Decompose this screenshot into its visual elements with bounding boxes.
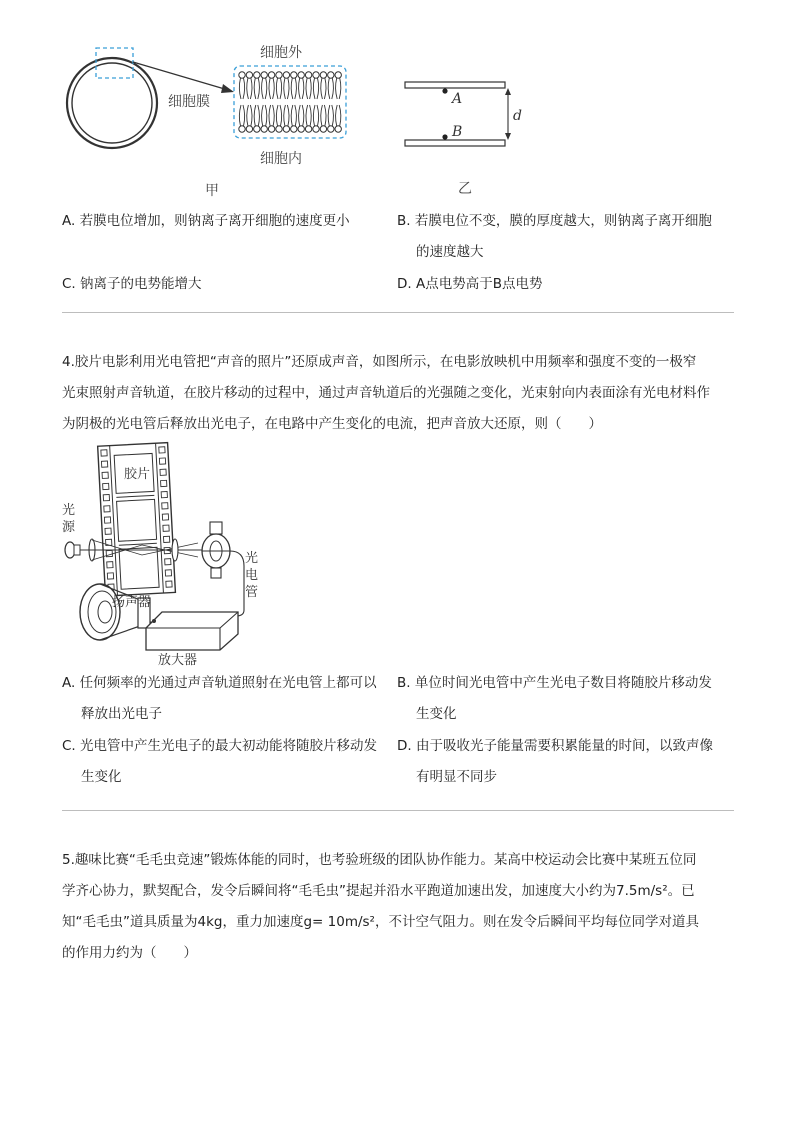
phototube-label-2: 电 xyxy=(245,568,259,583)
phototube-label-1: 光 xyxy=(245,551,259,566)
q3-option-a: A. 若膜电位增加，则钠离子离开细胞的速度更小 xyxy=(62,213,350,229)
film-projector-figure xyxy=(58,438,278,668)
speaker-label: 扬声器 xyxy=(112,595,152,610)
figure-caption-jia: 甲 xyxy=(205,183,219,199)
separator xyxy=(62,810,734,811)
distance-label: d xyxy=(513,108,522,124)
figure-caption-yi: 乙 xyxy=(458,181,472,197)
q3-option-b: B. 若膜电位不变，膜的厚度越大，则钠离子离开细胞 的速度越大 xyxy=(397,213,712,260)
q5-stem: 5.趣味比赛“毛毛虫竞速”锻炼体能的同时，也考验班级的团队协作能力。某高中校运动会比赛中某班五位同 学齐心协力，默契配合，发令后瞬间将“毛毛虫”提起并沿水平跑道加速出发，加速度大小约为7.5m/s²。已 知“毛毛虫”道具质量为4kg，重力加速度g= 10m/s²，不计空气阻力。则在发令后瞬间平均每位同学对道具 的作用力约为（ ） xyxy=(62,852,699,961)
speaker xyxy=(80,584,120,640)
cell-membrane-figure xyxy=(60,35,360,205)
q3-option-d: D. A点电势高于B点电势 xyxy=(397,276,543,292)
q4-option-a: A. 任何频率的光通过声音轨道照射在光电管上都可以 释放出光电子 xyxy=(62,675,377,722)
light-source-label-top: 光 xyxy=(62,503,76,518)
parallel-plates-figure xyxy=(395,70,545,200)
light-source-label-bottom: 源 xyxy=(62,520,76,535)
q4-option-d: D. 由于吸收光子能量需要积累能量的时间，以致声像 有明显不同步 xyxy=(397,738,713,785)
point-a-dot xyxy=(442,88,447,93)
q4-option-c: C. 光电管中产生光电子的最大初动能将随胶片移动发 生变化 xyxy=(62,738,378,785)
amplifier xyxy=(146,612,238,650)
membrane-label: 细胞膜 xyxy=(168,94,210,110)
q4-stem: 4.胶片电影利用光电管把“声音的照片”还原成声音，如图所示，在电影放映机中用频率和强度不变的一极窄 光束照射声音轨道，在胶片移动的过程中，通过声音轨道后的光强随之变化，光束射向内表面涂有光电材料作 为阴极的光电管后释放出光电子，在电路中产生变化的电流，把声音放大还原，则（ ） xyxy=(62,354,710,432)
amplifier-label: 放大器 xyxy=(158,653,198,668)
point-a-label: A xyxy=(452,91,463,107)
separator xyxy=(62,312,734,313)
film-label: 胶片 xyxy=(124,467,151,482)
point-b-dot xyxy=(442,134,447,139)
q3-option-c: C. 钠离子的电势能增大 xyxy=(62,276,202,292)
outside-label: 细胞外 xyxy=(260,45,302,61)
q4-option-b: B. 单位时间光电管中产生光电子数目将随胶片移动发 生变化 xyxy=(397,675,712,722)
phototube-label-3: 管 xyxy=(245,585,259,600)
point-b-label: B xyxy=(452,124,463,140)
inside-label: 细胞内 xyxy=(260,151,302,167)
